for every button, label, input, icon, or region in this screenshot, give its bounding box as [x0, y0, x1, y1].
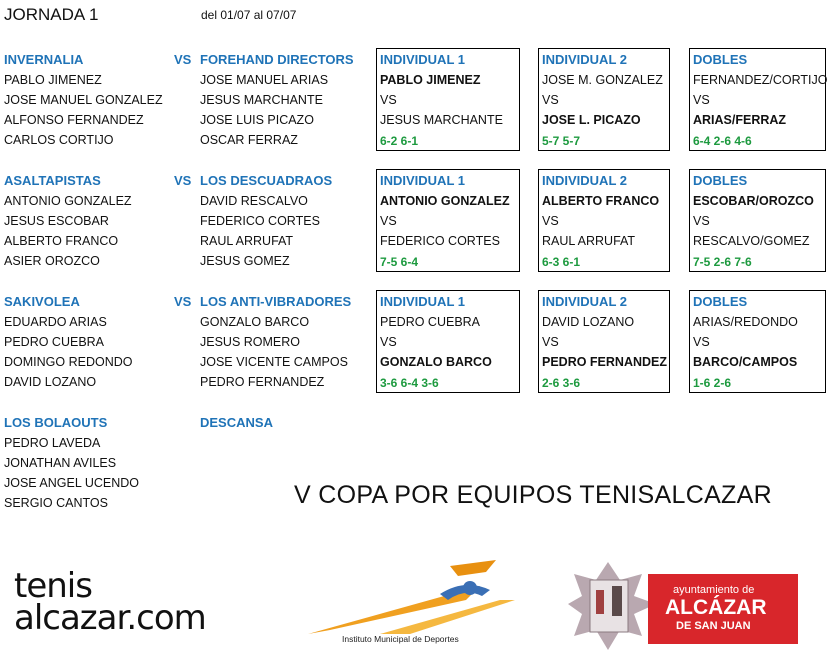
away-team-name: LOS DESCUADRAOS — [200, 173, 333, 188]
away-player: JESUS GOMEZ — [200, 254, 290, 268]
away-player: FEDERICO CORTES — [200, 214, 320, 228]
rest-team-name: LOS BOLAOUTS — [4, 415, 108, 430]
box-player2: BARCO/CAMPOS — [693, 355, 798, 369]
box-title: DOBLES — [693, 52, 748, 67]
box-player2: RAUL ARRUFAT — [542, 234, 636, 248]
home-team-name: ASALTAPISTAS — [4, 173, 101, 188]
ayto-caption-1: ayuntamiento de — [673, 584, 755, 596]
away-player: RAUL ARRUFAT — [200, 234, 294, 248]
box-player1: ARIAS/REDONDO — [693, 315, 798, 329]
dobles-box — [689, 290, 826, 393]
home-player: JESUS ESCOBAR — [4, 214, 109, 228]
box-result: 5-7 5-7 — [542, 134, 581, 148]
box-player2: GONZALO BARCO — [380, 355, 492, 369]
away-player: OSCAR FERRAZ — [200, 133, 298, 147]
rest-player: PEDRO LAVEDA — [4, 436, 101, 450]
box-player1: JOSE M. GONZALEZ — [542, 73, 663, 87]
box-vs: VS — [693, 335, 710, 349]
home-team-name: SAKIVOLEA — [4, 294, 80, 309]
home-player: ANTONIO GONZALEZ — [4, 194, 132, 208]
box-title: DOBLES — [693, 173, 748, 188]
box-result: 6-4 2-6 4-6 — [693, 134, 752, 148]
dobles-box — [689, 48, 826, 151]
box-title: INDIVIDUAL 2 — [542, 173, 627, 188]
away-team-name: LOS ANTI-VIBRADORES — [200, 294, 352, 309]
box-player2: FEDERICO CORTES — [380, 234, 500, 248]
home-player: JOSE MANUEL GONZALEZ — [4, 93, 163, 107]
vs-label: VS — [174, 173, 192, 188]
box-player2: RESCALVO/GOMEZ — [693, 234, 810, 248]
away-player: PEDRO FERNANDEZ — [200, 375, 325, 389]
box-title: INDIVIDUAL 1 — [380, 52, 465, 67]
home-player: PABLO JIMENEZ — [4, 73, 102, 87]
home-player: DOMINGO REDONDO — [4, 355, 133, 369]
box-player2: PEDRO FERNANDEZ — [542, 355, 668, 369]
box-result: 6-2 6-1 — [380, 134, 419, 148]
home-player: EDUARDO ARIAS — [4, 315, 107, 329]
tenisalcazar-logo — [14, 566, 206, 638]
box-player1: PEDRO CUEBRA — [380, 315, 481, 329]
box-title: INDIVIDUAL 1 — [380, 294, 465, 309]
away-player: JOSE MANUEL ARIAS — [200, 73, 329, 87]
away-player: DAVID RESCALVO — [200, 194, 308, 208]
rest-player: SERGIO CANTOS — [4, 496, 108, 510]
jornada-title: JORNADA 1 — [4, 5, 99, 24]
home-player: DAVID LOZANO — [4, 375, 97, 389]
box-result: 6-3 6-1 — [542, 255, 581, 269]
cup-title: V COPA POR EQUIPOS TENISALCAZAR — [294, 481, 772, 509]
box-title: INDIVIDUAL 2 — [542, 52, 627, 67]
box-vs: VS — [380, 214, 397, 228]
home-team-name: INVERNALIA — [4, 52, 84, 67]
box-result: 7-5 2-6 7-6 — [693, 255, 752, 269]
box-player1: ANTONIO GONZALEZ — [380, 194, 510, 208]
home-player: CARLOS CORTIJO — [4, 133, 114, 147]
box-vs: VS — [693, 93, 710, 107]
individual2-box — [538, 290, 670, 393]
rest-player: JONATHAN AVILES — [4, 456, 117, 470]
home-player: ASIER OROZCO — [4, 254, 100, 268]
box-player2: ARIAS/FERRAZ — [693, 113, 787, 127]
rest-player: JOSE ANGEL UCENDO — [4, 476, 139, 490]
home-player: PEDRO CUEBRA — [4, 335, 105, 349]
home-player: ALFONSO FERNANDEZ — [4, 113, 144, 127]
away-player: JESUS MARCHANTE — [200, 93, 323, 107]
logo-text-line2: alcazar.com — [14, 598, 206, 638]
individual2-box — [538, 169, 670, 272]
box-player1: ALBERTO FRANCO — [542, 194, 660, 208]
box-player1: DAVID LOZANO — [542, 315, 635, 329]
logo-text-line1: tenis — [14, 566, 92, 606]
dobles-box — [689, 169, 826, 272]
box-result: 3-6 6-4 3-6 — [380, 376, 439, 390]
box-player1: FERNANDEZ/CORTIJO — [693, 73, 828, 87]
box-vs: VS — [380, 93, 397, 107]
box-result: 7-5 6-4 — [380, 255, 419, 269]
box-title: INDIVIDUAL 1 — [380, 173, 465, 188]
box-title: DOBLES — [693, 294, 748, 309]
box-vs: VS — [542, 93, 559, 107]
box-result: 2-6 3-6 — [542, 376, 581, 390]
individual1-box — [376, 48, 520, 151]
away-team-name: FOREHAND DIRECTORS — [200, 52, 354, 67]
box-vs: VS — [542, 214, 559, 228]
box-player2: JESUS MARCHANTE — [380, 113, 503, 127]
away-player: JESUS ROMERO — [200, 335, 301, 349]
imd-logo-icon — [300, 560, 530, 640]
individual1-box — [376, 290, 520, 393]
individual1-box — [376, 169, 520, 272]
ayto-caption-3: DE SAN JUAN — [676, 620, 751, 632]
away-player: JOSE VICENTE CAMPOS — [200, 355, 348, 369]
box-vs: VS — [542, 335, 559, 349]
jornada-dates: del 01/07 al 07/07 — [201, 8, 297, 22]
box-vs: VS — [380, 335, 397, 349]
imd-caption: Instituto Municipal de Deportes — [342, 634, 459, 644]
ayto-caption-2: ALCÁZAR — [665, 596, 767, 619]
box-player1: ESCOBAR/OROZCO — [693, 194, 814, 208]
rest-label: DESCANSA — [200, 415, 273, 430]
box-player1: PABLO JIMENEZ — [380, 73, 481, 87]
box-player2: JOSE L. PICAZO — [542, 113, 641, 127]
vs-label: VS — [174, 294, 192, 309]
home-player: ALBERTO FRANCO — [4, 234, 119, 248]
vs-label: VS — [174, 52, 192, 67]
away-player: GONZALO BARCO — [200, 315, 310, 329]
box-vs: VS — [693, 214, 710, 228]
individual2-box — [538, 48, 670, 151]
away-player: JOSE LUIS PICAZO — [200, 113, 314, 127]
box-result: 1-6 2-6 — [693, 376, 732, 390]
box-title: INDIVIDUAL 2 — [542, 294, 627, 309]
